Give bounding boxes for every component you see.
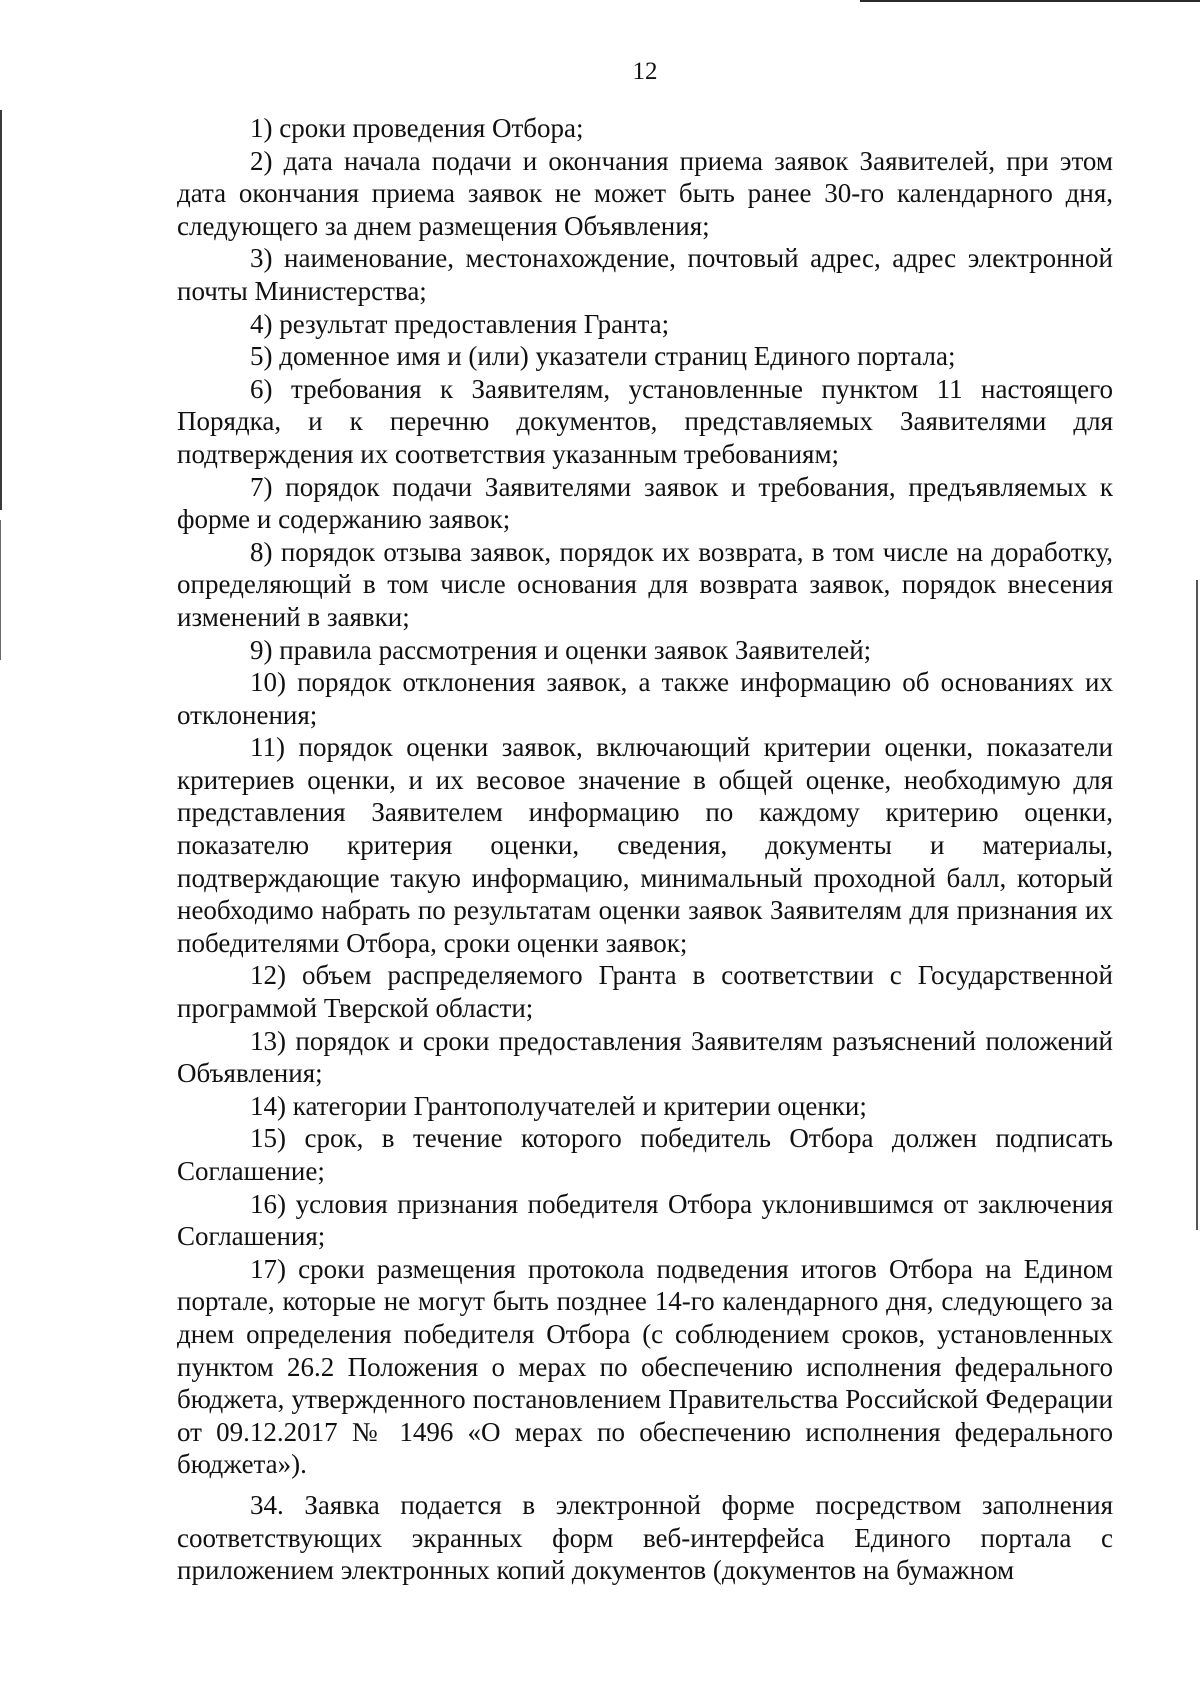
list-item-6: 6) требования к Заявителям, установленные пунктом 11 настоящего Порядка, и к перечню документов, представляемых Заявителями для подтверждения их соответствия указанным требованиям; (177, 373, 1113, 469)
list-item-12: 12) объем распределяемого Гранта в соответствии с Государственной программой Тверской области; (177, 960, 1113, 1024)
scan-edge-left (0, 110, 2, 510)
list-item-14: 14) категории Грантополучателей и критерии оценки; (250, 1090, 867, 1121)
list-item-17: 17) сроки размещения протокола подведения итогов Отбора на Едином портале, которые не могут быть позднее 14-го календарного дня, следующего за днем определения победителя Отбора (с соблюдением сроков, установленных пунктом 26.2 Положения о мерах по обеспечению исполнения федерального бюджета, утвержденного постановлением Правительства Российской Федерации от 09.12.2017 № 1496 «О мерах по обеспечению исполнения федерального бюджета»). (177, 1253, 1113, 1480)
clause-34: 34. Заявка подается в электронной форме посредством заполнения соответствующих экранных форм веб-интерфейса Единого портала с приложением электронных копий документов (документов на бумажном (177, 1489, 1113, 1586)
list-item-13: 13) порядок и сроки предоставления Заявителям разъяснений положений Объявления; (177, 1025, 1113, 1089)
scan-edge-left-lower (0, 520, 1, 660)
list-item-3: 3) наименование, местонахождение, почтовый адрес, адрес электронной почты Министерства; (177, 243, 1113, 306)
list-item-11: 11) порядок оценки заявок, включающий критерии оценки, показатели критериев оценки, и их весовое значение в общей оценке, необходимую для представления Заявителем информацию по каждому критерию оценки, показателю критерия оценки, сведения, документы и материалы, подтверждающие такую информацию, минимальный проходной балл, который необходимо набрать по результатам оценки заявок Заявителям для признания их победителями Отбора, сроки оценки заявок; (177, 732, 1113, 958)
list-item-2: 2) дата начала подачи и окончания приема заявок Заявителей, при этом дата окончания приема заявок не может быть ранее 30-го календарного дня, следующего за днем размещения Объявления; (177, 145, 1113, 241)
document-body (177, 112, 1113, 1587)
list-item-5: 5) доменное имя и (или) указатели страниц Единого портала; (250, 341, 956, 372)
list-item-4: 4) результат предоставления Гранта; (250, 308, 670, 339)
list-item-1: 1) сроки проведения Отбора; (250, 113, 584, 143)
list-item-9: 9) правила рассмотрения и оценки заявок Заявителей; (250, 634, 872, 665)
scan-edge-right (1196, 580, 1198, 1230)
list-item-15: 15) срок, в течение которого победитель Отбора должен подписать Соглашение; (177, 1123, 1113, 1186)
list-item-8: 8) порядок отзыва заявок, порядок их возврата, в том числе на доработку, определяющий в том числе основания для возврата заявок, порядок внесения изменений в заявки; (177, 536, 1113, 632)
page-number: 12 (632, 58, 658, 85)
list-item-7: 7) порядок подачи Заявителями заявок и требования, предъявляемых к форме и содержанию заявок; (177, 471, 1113, 535)
list-item-10: 10) порядок отклонения заявок, а также информацию об основаниях их отклонения; (177, 667, 1113, 730)
list-item-16: 16) условия признания победителя Отбора уклонившимся от заключения Соглашения; (177, 1188, 1113, 1252)
scan-edge-top (860, 0, 1200, 2)
